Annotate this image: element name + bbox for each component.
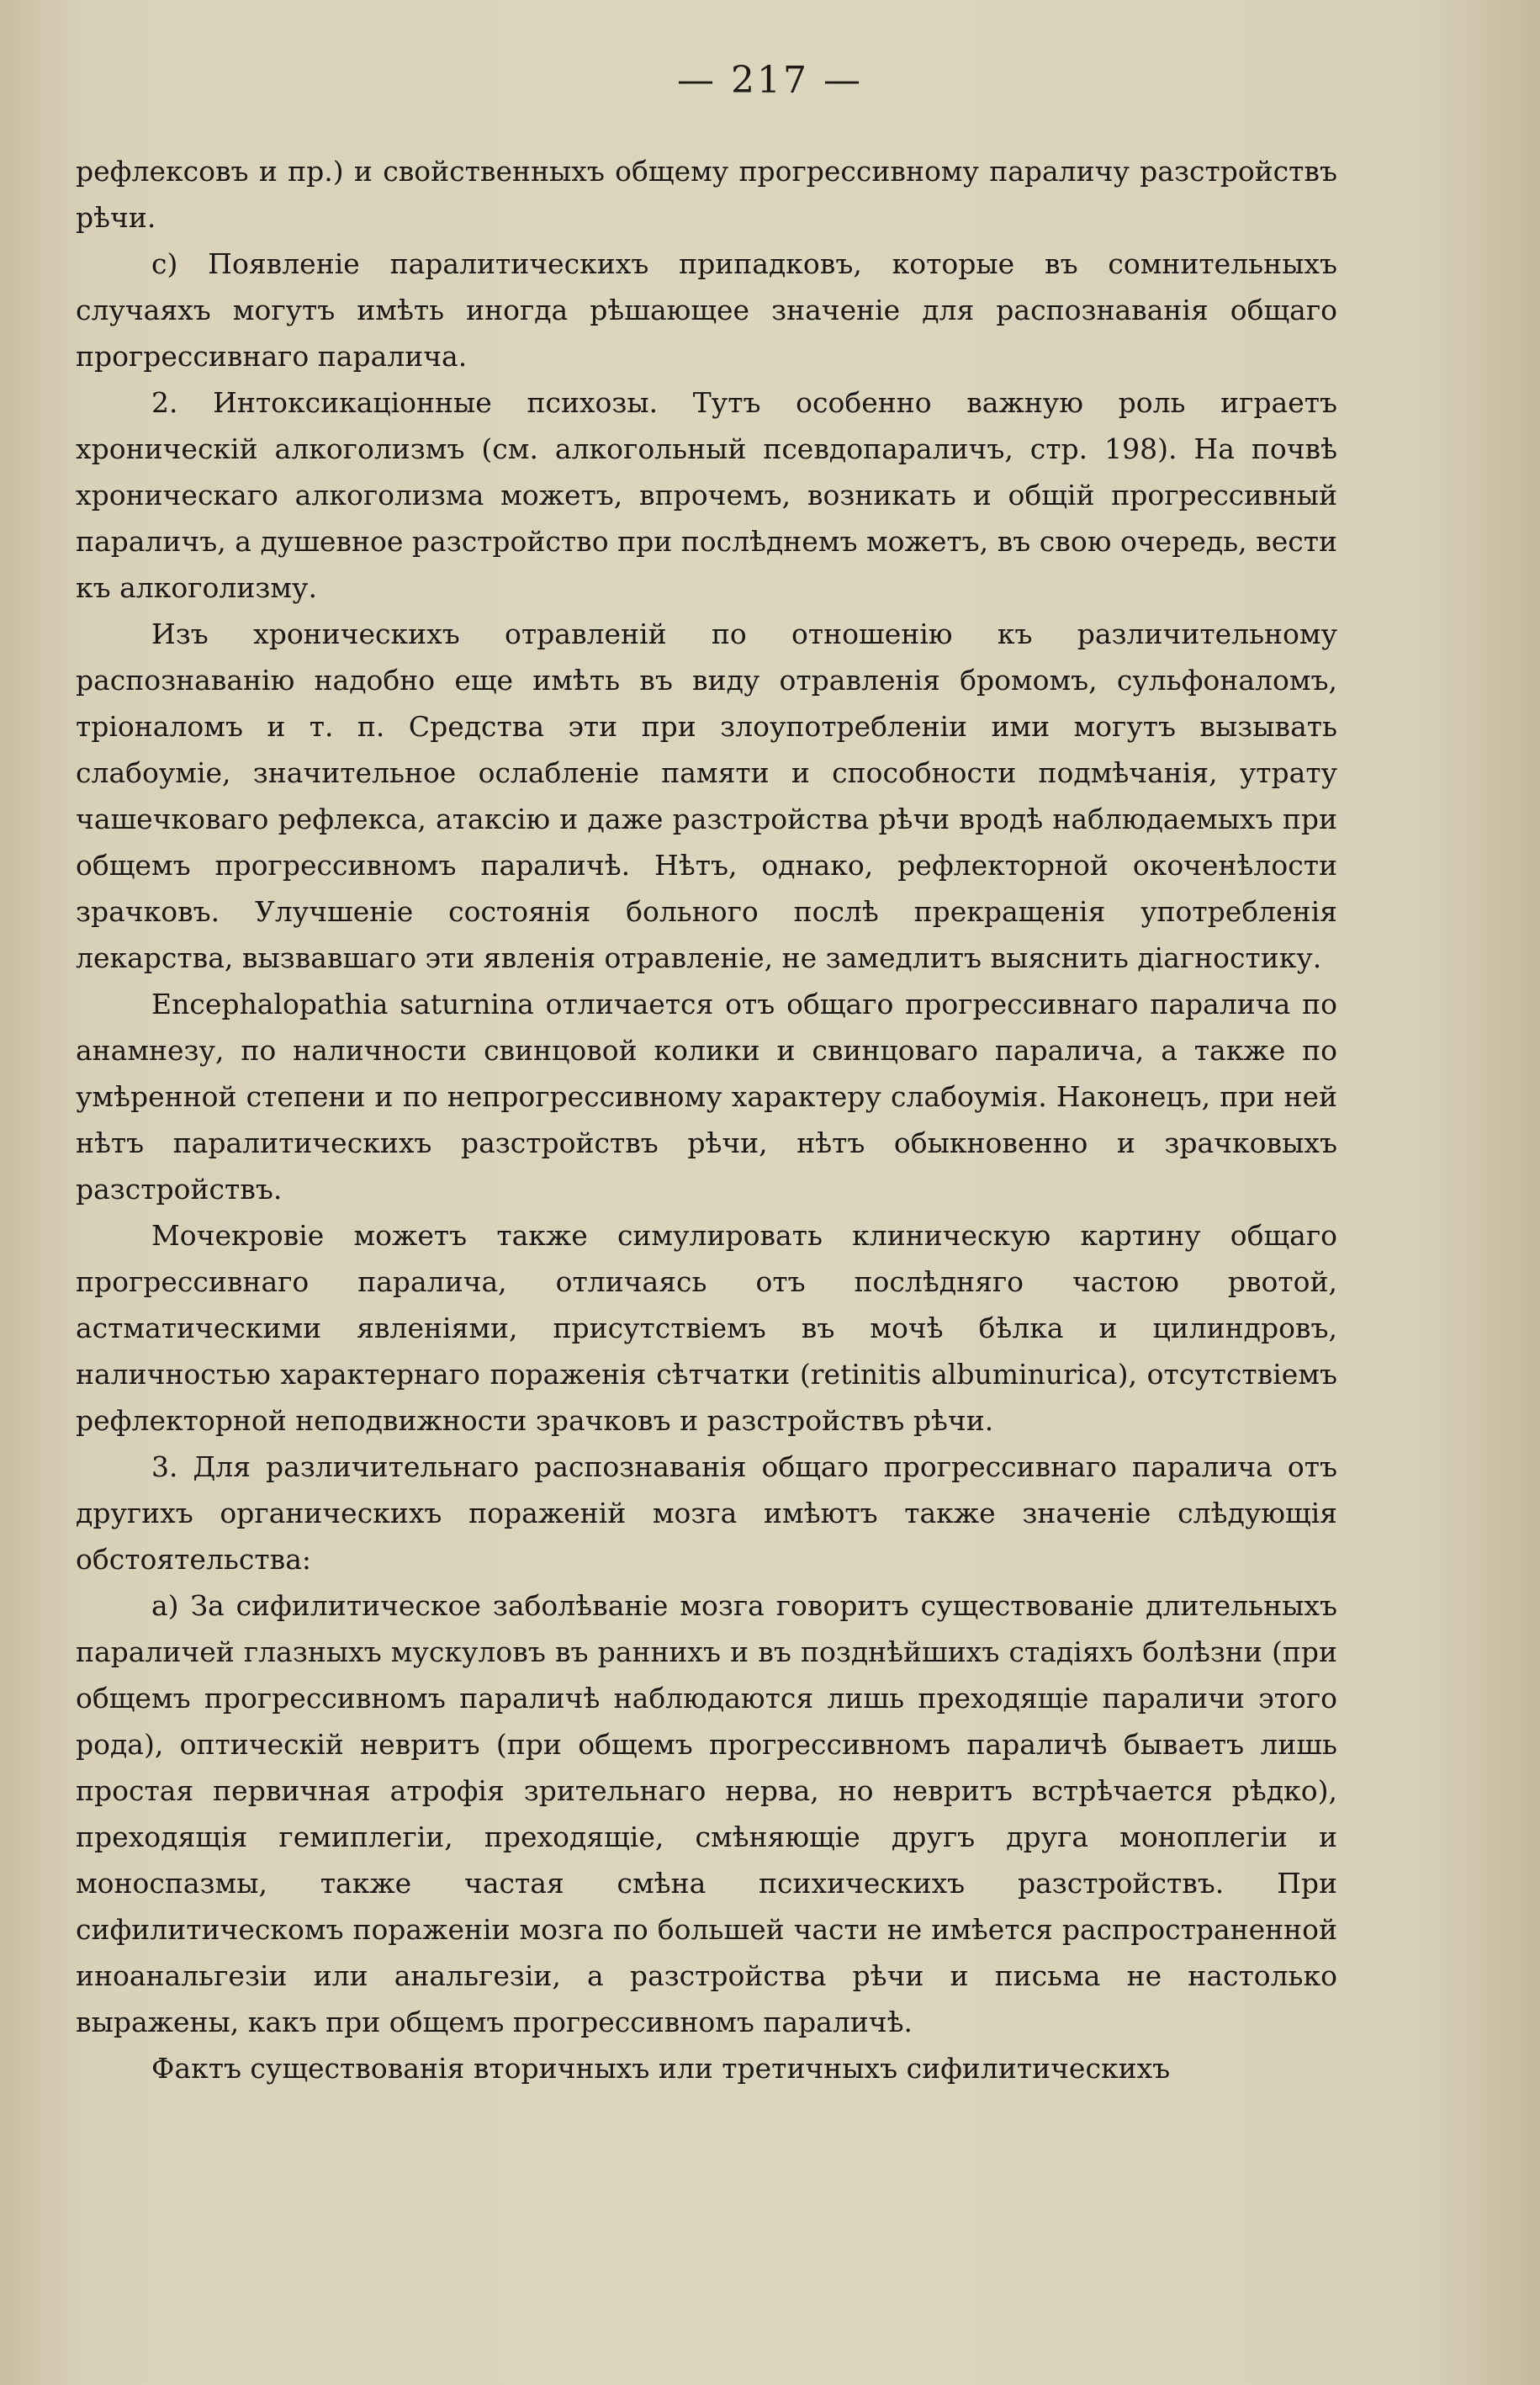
paragraph-2: c) Появленіе паралитическихъ припадковъ, которые въ сомнительныхъ случаяхъ могутъ имѣть иногда рѣшающее значеніе для распознаванія общаго прогрессивнаго паралича. [76, 247, 1337, 373]
body-text [76, 148, 1337, 2091]
paragraph-1: рефлексовъ и пр.) и свойственныхъ общему прогрессивному параличу разстройствъ рѣчи. [76, 155, 1337, 234]
paragraph-5: Encephalopathia saturnina отличается отъ общаго прогрессивнаго паралича по анамнезу, по наличности свинцовой колики и свинцоваго паралича, а также по умѣренной степени и по непрогрессивному характеру слабоумія. Наконецъ, при ней нѣтъ паралитическихъ разстройствъ рѣчи, нѣтъ обыкновенно и зрачковыхъ разстройствъ. [76, 988, 1337, 1206]
paragraph-7: 3. Для различительнаго распознаванія общаго прогрессивнаго паралича отъ другихъ органическихъ пораженій мозга имѣютъ также значеніе слѣдующія обстоятельства: [76, 1450, 1337, 1576]
paragraph-6: Мочекровіе можетъ также симулировать клиническую картину общаго прогрессивнаго паралича, отличаясь отъ послѣдняго частою рвотой, астматическими явленіями, присутствіемъ въ мочѣ бѣлка и цилиндровъ, наличностью характернаго пораженія сѣтчатки (retinitis albuminurica), отсутствіемъ рефлекторной неподвижности зрачковъ и разстройствъ рѣчи. [76, 1219, 1337, 1437]
page-number: — 217 — [677, 59, 863, 102]
paragraph-9: Фактъ существованія вторичныхъ или третичныхъ сифилитическихъ [151, 2052, 1171, 2085]
paragraph-8: а) За сифилитическое заболѣваніе мозга говоритъ существованіе длительныхъ параличей глазныхъ мускуловъ въ раннихъ и въ позднѣйшихъ стадіяхъ болѣзни (при общемъ прогрессивномъ параличѣ наблюдаются лишь преходящіе параличи этого рода), оптическій невритъ (при общемъ прогрессивномъ параличѣ бываетъ лишь простая первичная атрофія зрительнаго нерва, но невритъ встрѣчается рѣдко), преходящія гемиплегіи, преходящіе, смѣняющіе другъ друга моноплегіи и моноспазмы, также частая смѣна психическихъ разстройствъ. При сифилитическомъ пораженіи мозга по большей части не имѣется распространенной иноанальгезіи или анальгезіи, а разстройства рѣчи и письма не настолько выражены, какъ при общемъ прогрессивномъ параличѣ. [76, 1589, 1337, 2038]
paragraph-3: 2. Интоксикаціонные психозы. Тутъ особенно важную роль играетъ хроническій алкоголизмъ (см. алкогольный псевдопараличъ, стр. 198). На почвѣ хроническаго алкоголизма можетъ, впрочемъ, возникать и общій прогрессивный параличъ, а душевное разстройство при послѣднемъ можетъ, въ свою очередь, вести къ алкоголизму. [76, 386, 1337, 604]
paragraph-4: Изъ хроническихъ отравленій по отношенію къ различительному распознаванію надобно еще имѣть въ виду отравленія бромомъ, сульфоналомъ, тріоналомъ и т. п. Средства эти при злоупотребленіи ими могутъ вызывать слабоуміе, значительное ослабленіе памяти и способности подмѣчанія, утрату чашечковаго рефлекса, атаксію и даже разстройства рѣчи вродѣ наблюдаемыхъ при общемъ прогрессивномъ параличѣ. Нѣтъ, однако, рефлекторной окоченѣлости зрачковъ. Улучшеніе состоянія больного послѣ прекращенія употребленія лекарства, вызвавшаго эти явленія отравленіе, не замедлитъ выяснить діагностику. [76, 617, 1337, 974]
